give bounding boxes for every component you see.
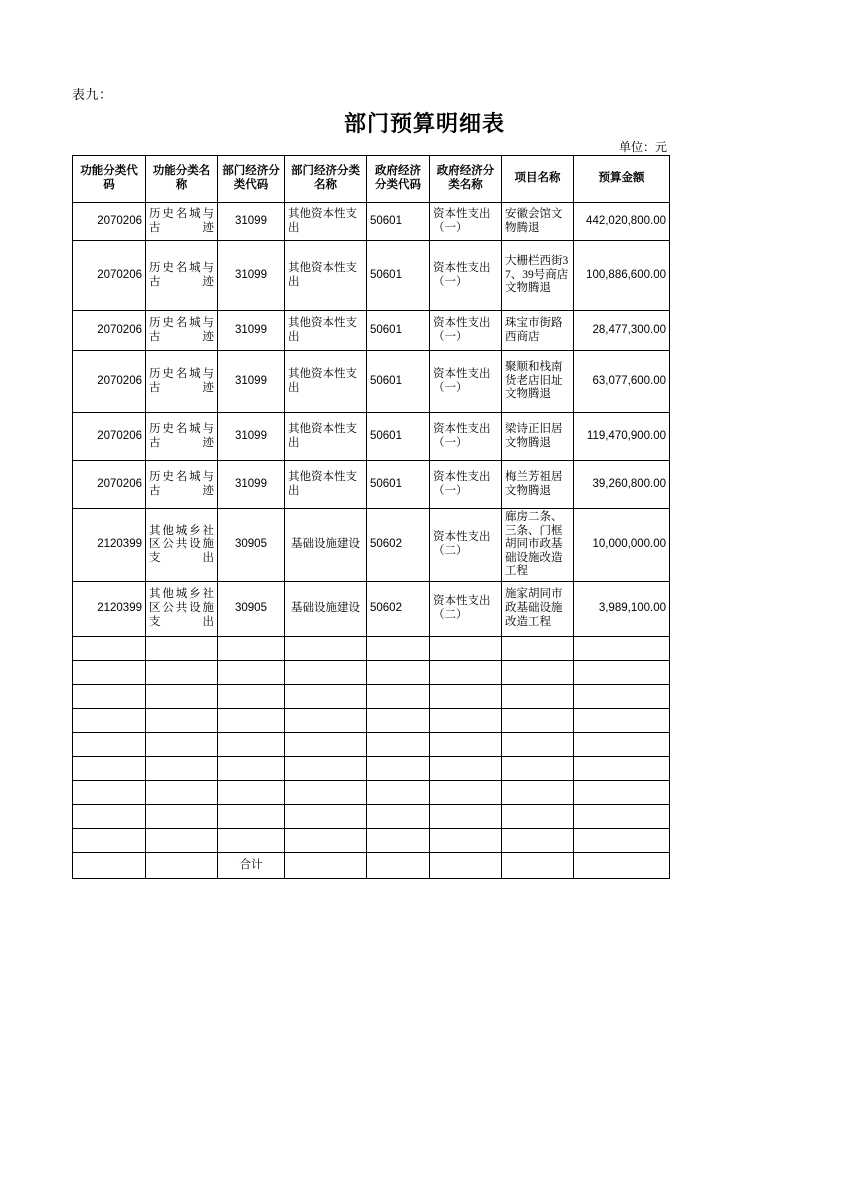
cell-empty [574,732,670,756]
cell-empty [574,636,670,660]
page-title: 部门预算明细表 [343,111,505,136]
column-header-gov-econ-name: 政府经济分类名称 [430,156,502,203]
cell-empty [73,660,146,684]
cell-empty [146,684,218,708]
total-label: 合计 [218,852,285,878]
cell-empty [430,828,502,852]
table-row-empty [73,828,670,852]
column-header-func-code: 功能分类代码 [73,156,146,203]
cell-empty [367,780,430,804]
total-amount [574,852,670,878]
cell-empty [502,732,574,756]
cell-amount: 3,989,100.00 [574,581,670,636]
cell-empty [218,780,285,804]
cell-empty [285,852,367,878]
cell-empty [502,828,574,852]
cell-empty [574,804,670,828]
cell-gov-econ-name: 资本性支出（二） [430,581,502,636]
cell-gov-econ-name: 资本性支出（一） [430,351,502,413]
cell-empty [285,780,367,804]
column-header-gov-econ-code: 政府经济分类代码 [367,156,430,203]
cell-empty [146,636,218,660]
cell-dept-econ-name: 基础设施建设 [285,509,367,582]
cell-empty [218,804,285,828]
cell-empty [285,660,367,684]
cell-empty [285,756,367,780]
cell-amount: 39,260,800.00 [574,461,670,509]
table-row [73,203,670,241]
table-row-empty [73,660,670,684]
cell-dept-econ-code: 30905 [218,509,285,582]
cell-func-code: 2070206 [73,461,146,509]
cell-empty [367,852,430,878]
cell-dept-econ-code: 30905 [218,581,285,636]
cell-amount: 28,477,300.00 [574,311,670,351]
table-row-empty [73,804,670,828]
cell-empty [146,852,218,878]
cell-func-code: 2070206 [73,413,146,461]
cell-func-name: 历史名城与古迹 [146,413,218,461]
cell-empty [430,852,502,878]
cell-gov-econ-code: 50602 [367,581,430,636]
cell-gov-econ-name: 资本性支出（一） [430,203,502,241]
cell-empty [430,804,502,828]
cell-empty [574,780,670,804]
cell-empty [73,780,146,804]
table-row-empty [73,684,670,708]
cell-empty [73,804,146,828]
cell-empty [502,636,574,660]
column-header-func-name: 功能分类名称 [146,156,218,203]
cell-project-name: 梅兰芳祖居文物腾退 [502,461,574,509]
cell-func-code: 2120399 [73,509,146,582]
cell-empty [285,828,367,852]
table-row-empty [73,636,670,660]
cell-empty [367,756,430,780]
cell-project-name: 珠宝市街路西商店 [502,311,574,351]
cell-empty [73,732,146,756]
cell-amount: 63,077,600.00 [574,351,670,413]
cell-func-code: 2070206 [73,351,146,413]
cell-project-name: 大栅栏西街37、39号商店文物腾退 [502,241,574,311]
cell-amount: 100,886,600.00 [574,241,670,311]
cell-dept-econ-name: 其他资本性支出 [285,351,367,413]
cell-empty [146,732,218,756]
cell-empty [285,804,367,828]
table-row [73,311,670,351]
cell-dept-econ-name: 其他资本性支出 [285,311,367,351]
cell-empty [146,660,218,684]
table-body [73,203,670,879]
cell-gov-econ-name: 资本性支出（一） [430,241,502,311]
cell-empty [73,828,146,852]
cell-empty [367,732,430,756]
cell-empty [574,756,670,780]
cell-empty [218,660,285,684]
cell-empty [574,708,670,732]
cell-gov-econ-code: 50601 [367,311,430,351]
cell-dept-econ-name: 其他资本性支出 [285,413,367,461]
table-row-empty [73,708,670,732]
cell-func-name: 历史名城与古迹 [146,351,218,413]
cell-empty [430,660,502,684]
cell-empty [218,756,285,780]
cell-empty [574,660,670,684]
cell-empty [73,636,146,660]
table-row [73,581,670,636]
cell-empty [73,756,146,780]
cell-func-name: 历史名城与古迹 [146,203,218,241]
cell-empty [285,732,367,756]
table-row [73,241,670,311]
cell-empty [73,684,146,708]
table-header-row [73,156,670,203]
cell-empty [285,708,367,732]
cell-empty [574,684,670,708]
cell-empty [430,756,502,780]
cell-empty [430,636,502,660]
column-header-dept-econ-code: 部门经济分类代码 [218,156,285,203]
cell-empty [218,684,285,708]
cell-empty [502,708,574,732]
cell-empty [218,828,285,852]
cell-empty [502,852,574,878]
cell-empty [146,828,218,852]
cell-func-code: 2070206 [73,241,146,311]
cell-empty [367,660,430,684]
cell-func-code: 2070206 [73,311,146,351]
cell-empty [146,708,218,732]
cell-empty [367,828,430,852]
cell-empty [367,708,430,732]
cell-empty [502,660,574,684]
cell-func-name: 历史名城与古迹 [146,241,218,311]
cell-empty [502,756,574,780]
cell-empty [367,636,430,660]
cell-dept-econ-code: 31099 [218,241,285,311]
cell-empty [430,684,502,708]
cell-func-name: 历史名城与古迹 [146,461,218,509]
cell-func-name: 其他城乡社区公共设施支出 [146,509,218,582]
cell-empty [502,780,574,804]
cell-project-name: 施家胡同市政基础设施改造工程 [502,581,574,636]
cell-gov-econ-name: 资本性支出（一） [430,311,502,351]
cell-empty [430,732,502,756]
column-header-dept-econ-name: 部门经济分类名称 [285,156,367,203]
table-row [73,413,670,461]
table-row-empty [73,756,670,780]
cell-project-name: 安徽会馆文物腾退 [502,203,574,241]
cell-empty [430,780,502,804]
cell-empty [285,636,367,660]
cell-empty [146,756,218,780]
cell-empty [367,684,430,708]
cell-dept-econ-code: 31099 [218,311,285,351]
table-row-empty [73,780,670,804]
cell-project-name: 聚顺和栈南货老店旧址文物腾退 [502,351,574,413]
cell-empty [502,684,574,708]
cell-gov-econ-name: 资本性支出（一） [430,461,502,509]
cell-func-name: 其他城乡社区公共设施支出 [146,581,218,636]
cell-gov-econ-code: 50601 [367,461,430,509]
cell-empty [574,828,670,852]
cell-empty [285,684,367,708]
cell-dept-econ-code: 31099 [218,461,285,509]
table-row [73,351,670,413]
cell-dept-econ-name: 其他资本性支出 [285,241,367,311]
cell-dept-econ-code: 31099 [218,203,285,241]
cell-gov-econ-code: 50601 [367,351,430,413]
cell-empty [430,708,502,732]
budget-detail-table [72,155,670,879]
column-header-amount: 预算金额 [574,156,670,203]
cell-amount: 10,000,000.00 [574,509,670,582]
cell-empty [218,636,285,660]
cell-dept-econ-name: 基础设施建设 [285,581,367,636]
cell-empty [146,780,218,804]
cell-project-name: 廊房二条、三条、门框胡同市政基础设施改造工程 [502,509,574,582]
cell-empty [218,708,285,732]
cell-dept-econ-code: 31099 [218,351,285,413]
table-row-total [73,852,670,878]
cell-empty [73,852,146,878]
cell-gov-econ-code: 50601 [367,413,430,461]
cell-amount: 442,020,800.00 [574,203,670,241]
cell-empty [146,804,218,828]
cell-gov-econ-code: 50601 [367,203,430,241]
cell-dept-econ-name: 其他资本性支出 [285,203,367,241]
cell-dept-econ-name: 其他资本性支出 [285,461,367,509]
cell-func-code: 2120399 [73,581,146,636]
cell-func-code: 2070206 [73,203,146,241]
cell-empty [367,804,430,828]
cell-dept-econ-code: 31099 [218,413,285,461]
table-row [73,509,670,582]
cell-empty [218,732,285,756]
form-label: 表九： [72,87,113,102]
cell-gov-econ-code: 50601 [367,241,430,311]
cell-gov-econ-name: 资本性支出（一） [430,413,502,461]
cell-empty [73,708,146,732]
cell-amount: 119,470,900.00 [574,413,670,461]
table-row [73,461,670,509]
cell-func-name: 历史名城与古迹 [146,311,218,351]
unit-note: 单位：元 [618,140,667,154]
column-header-project: 项目名称 [502,156,574,203]
cell-project-name: 梁诗正旧居文物腾退 [502,413,574,461]
table-row-empty [73,732,670,756]
cell-gov-econ-code: 50602 [367,509,430,582]
cell-gov-econ-name: 资本性支出（二） [430,509,502,582]
cell-empty [502,804,574,828]
